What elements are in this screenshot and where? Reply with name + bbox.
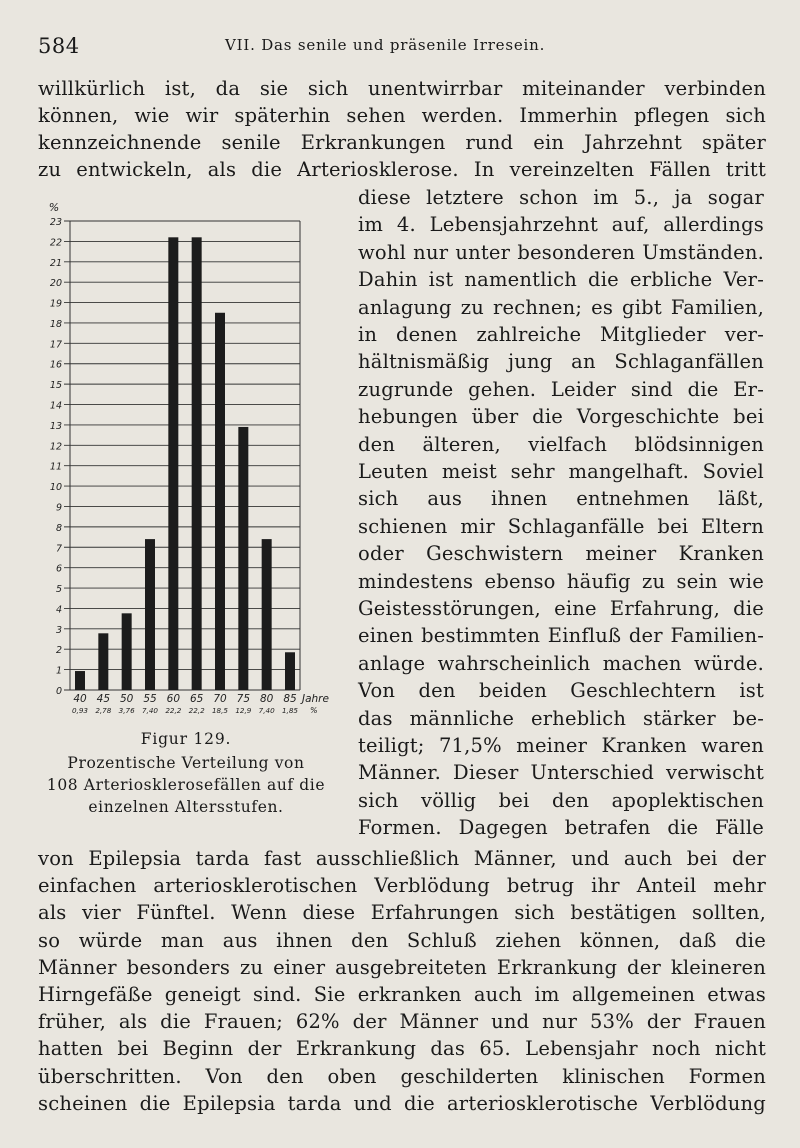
y-tick-label: 1 <box>55 665 62 677</box>
text-line: überschritten. Von den oben geschilderten klinischen Formen <box>38 1064 766 1088</box>
text-line: so würde man aus ihnen den Schluß ziehen können, daß die <box>38 928 766 952</box>
x-tick-label: 70 <box>213 693 227 705</box>
x-tick-label: 50 <box>119 693 134 705</box>
text-line: einfachen arteriosklerotischen Verblödung betrug ihr Anteil mehr <box>38 874 766 898</box>
text-line: teiligt; 71,5% meiner Kranken waren <box>358 734 764 757</box>
running-head: VII. Das senile und präsenile Irresein. <box>225 36 546 54</box>
text-line: sich völlig bei den apoplektischen <box>358 788 764 812</box>
x-tick-label: 40 <box>73 693 87 705</box>
bar-value-label: 2,78 <box>95 706 112 715</box>
x-tick-label: 55 <box>143 693 157 705</box>
y-tick-label: 13 <box>49 420 62 432</box>
figure-title: Figur 129. <box>140 730 232 748</box>
text-line: diese letztere schon im 5., ja sogar <box>358 186 764 209</box>
y-tick-label: 0 <box>55 686 62 697</box>
y-tick-label: 12 <box>49 441 62 453</box>
y-tick-label: 18 <box>49 318 62 330</box>
text-line: oder Geschwistern meiner Kranken <box>358 542 764 566</box>
figure-129 <box>30 195 340 725</box>
figure-caption-line: Prozentische Verteilung von <box>67 754 305 772</box>
bar-value-label: 18,5 <box>211 706 229 715</box>
x-tick-label: 45 <box>96 693 111 705</box>
text-line: Hirngefäße geneigt sind. Sie erkranken auch im allgemeinen etwas <box>38 983 766 1006</box>
y-tick-label: 7 <box>55 543 62 555</box>
text-line: anlage wahrscheinlich machen würde. <box>358 651 764 675</box>
bar <box>285 652 295 690</box>
bar <box>192 237 202 690</box>
y-tick-label: 22 <box>49 237 62 249</box>
y-tick-label: 17 <box>49 339 62 351</box>
bar-value-label: 1,85 <box>281 706 299 715</box>
text-line: hebungen über die Vorgeschichte bei <box>358 405 764 429</box>
page-number: 584 <box>38 34 80 58</box>
figure-caption-line: einzelnen Altersstufen. <box>88 798 284 816</box>
figure-caption-line: 108 Arteriosklerosefällen auf die <box>46 776 326 794</box>
text-line: zu entwickeln, als die Arteriosklerose. In vereinzelten Fällen tritt <box>38 158 766 181</box>
bar <box>75 671 85 690</box>
y-tick-label: 16 <box>49 359 62 371</box>
text-line: schienen mir Schlaganfälle bei Eltern <box>358 514 764 538</box>
text-line: willkürlich ist, da sie sich unentwirrbar miteinander verbinden <box>38 77 766 100</box>
text-line: Männer besonders zu einer ausgebreiteten Erkrankung der kleineren <box>38 955 766 979</box>
bar <box>238 427 248 690</box>
bar-value-label: 12,9 <box>235 706 252 715</box>
y-tick-label: 4 <box>55 604 62 616</box>
x-tick-label: 85 <box>283 693 297 705</box>
text-line: Dahin ist namentlich die erbliche Ver- <box>358 268 764 292</box>
y-tick-label: 19 <box>49 298 62 310</box>
x-tick-label: 60 <box>166 693 181 705</box>
x-tick-label: 80 <box>259 693 274 705</box>
text-line: anlagung zu rechnen; es gibt Familien, <box>358 295 764 319</box>
bar <box>168 237 178 690</box>
text-line: als vier Fünftel. Wenn diese Erfahrungen sich bestätigen sollten, <box>38 901 766 925</box>
y-tick-label: 9 <box>55 502 62 514</box>
text-line: kennzeichnende senile Erkrankungen rund ein Jahrzehnt später <box>38 131 766 154</box>
text-line: mindestens ebenso häufig zu sein wie <box>358 569 764 593</box>
text-line: können, wie wir späterhin sehen werden. Immerhin pflegen sich <box>38 104 766 127</box>
bar <box>98 633 108 690</box>
x-tick-label: 75 <box>236 693 251 705</box>
x-axis-label: Jahre <box>302 693 329 705</box>
y-tick-label: 21 <box>49 257 62 269</box>
text-line: Formen. Dagegen betrafen die Fälle <box>358 816 764 840</box>
text-line: von Epilepsia tarda fast ausschließlich Männer, und auch bei der <box>38 847 766 870</box>
y-tick-label: 11 <box>49 461 62 473</box>
text-line: Von den beiden Geschlechtern ist <box>358 679 764 703</box>
y-tick-label: 6 <box>55 563 62 575</box>
bar <box>145 539 155 690</box>
text-line: zugrunde gehen. Leider sind die Er- <box>358 377 764 401</box>
bar <box>122 613 132 690</box>
bar-chart <box>30 195 340 725</box>
text-line: früher, als die Frauen; 62% der Männer und nur 53% der Frauen <box>38 1010 766 1034</box>
y-tick-label: 3 <box>55 624 62 636</box>
text-line: einen bestimmten Einfluß der Familien- <box>358 624 764 648</box>
y-axis-label: % <box>48 201 60 214</box>
value-unit-label: % <box>310 706 318 715</box>
text-line: das männliche erheblich stärker be- <box>358 706 764 730</box>
y-tick-label: 23 <box>49 217 62 228</box>
text-line: Männer. Dieser Unterschied verwischt <box>358 761 764 785</box>
bar-value-label: 7,40 <box>258 706 275 715</box>
text-line: in denen zahlreiche Mitglieder ver- <box>358 323 764 346</box>
y-tick-label: 10 <box>49 482 62 494</box>
y-tick-label: 15 <box>49 380 62 392</box>
text-line: den älteren, vielfach blödsinnigen <box>358 432 764 456</box>
text-line: Geistesstörungen, eine Erfahrung, die <box>358 597 764 620</box>
text-line: hatten bei Beginn der Erkrankung das 65. Lebensjahr noch nicht <box>38 1037 766 1061</box>
text-line: sich aus ihnen entnehmen läßt, <box>358 487 764 511</box>
text-line: scheinen die Epilepsia tarda und die arteriosklerotische Verblödung <box>38 1091 766 1115</box>
bar-value-label: 7,40 <box>141 706 159 715</box>
y-tick-label: 5 <box>55 584 62 596</box>
y-tick-label: 2 <box>55 645 62 657</box>
text-line: hältnismäßig jung an Schlaganfällen <box>358 350 764 374</box>
bar <box>215 313 225 690</box>
bar-value-label: 0,93 <box>71 706 89 715</box>
bar-value-label: 3,76 <box>118 706 135 715</box>
y-tick-label: 8 <box>55 522 62 534</box>
bar-value-label: 22,2 <box>165 706 182 715</box>
y-tick-label: 14 <box>49 400 62 412</box>
text-line: Leuten meist sehr mangelhaft. Soviel <box>358 460 764 483</box>
bar <box>262 539 272 690</box>
bar-value-label: 22,2 <box>188 706 205 715</box>
text-line: im 4. Lebensjahrzehnt auf, allerdings <box>358 213 764 237</box>
text-line: wohl nur unter besonderen Umständen. <box>358 240 764 264</box>
x-tick-label: 65 <box>189 693 204 705</box>
y-tick-label: 20 <box>49 278 62 290</box>
